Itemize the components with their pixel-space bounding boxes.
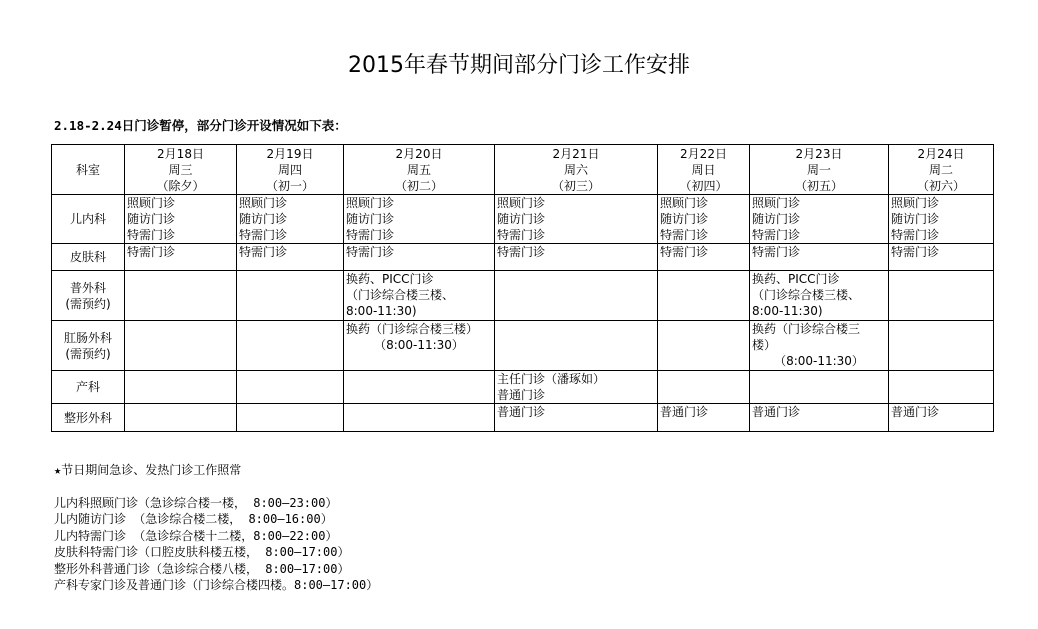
schedule-cell: 特需门诊 bbox=[889, 244, 994, 271]
schedule-cell: 普通门诊 bbox=[889, 404, 994, 432]
notes-section bbox=[54, 462, 378, 594]
day-weekday: 周一 bbox=[806, 162, 831, 177]
dept-name: 肛肠外科 bbox=[63, 330, 112, 345]
schedule-subtitle: 2.18-2.24日门诊暂停，部分门诊开设情况如下表： bbox=[54, 118, 347, 133]
schedule-cell: 特需门诊 bbox=[658, 244, 750, 271]
clinic-hours: （8:00-11:30） bbox=[374, 338, 464, 352]
clinic-entry: 随访门诊 bbox=[660, 212, 709, 226]
row-general-surgery bbox=[52, 271, 994, 321]
day-header bbox=[889, 145, 994, 195]
schedule-cell bbox=[889, 321, 994, 371]
schedule-cell bbox=[750, 321, 889, 371]
clinic-entry: 特需门诊 bbox=[891, 228, 940, 242]
schedule-cell bbox=[889, 195, 994, 244]
schedule-cell bbox=[658, 195, 750, 244]
clinic-entry: 主任门诊（潘琢如） bbox=[497, 372, 606, 386]
clinic-entry: 特需门诊 bbox=[239, 228, 288, 242]
clinic-hours: 8:00-11:30) bbox=[752, 304, 823, 318]
schedule-cell: 特需门诊 bbox=[750, 244, 889, 271]
clinic-entry: 换药（门诊综合楼三楼） bbox=[346, 322, 479, 336]
clinic-entry: 照顾门诊 bbox=[660, 196, 709, 210]
schedule-cell bbox=[658, 321, 750, 371]
day-date: 2月23日 bbox=[795, 146, 843, 161]
day-date: 2月20日 bbox=[395, 146, 443, 161]
schedule-cell: 普通门诊 bbox=[658, 404, 750, 432]
schedule-cell bbox=[237, 271, 344, 321]
schedule-table bbox=[51, 144, 994, 432]
day-header bbox=[125, 145, 237, 195]
clinic-entry: 换药、PICC门诊 bbox=[346, 272, 434, 286]
dept-note: (需预约) bbox=[65, 296, 111, 311]
note-line: 儿内科照顾门诊（急诊综合楼一楼， 8:00—23:00） bbox=[54, 495, 338, 510]
day-header bbox=[237, 145, 344, 195]
schedule-cell: 普通门诊 bbox=[750, 404, 889, 432]
note-line: 儿内随访门诊 （急诊综合楼二楼， 8:00—16:00） bbox=[54, 512, 333, 526]
schedule-cell bbox=[889, 371, 994, 404]
schedule-cell bbox=[237, 195, 344, 244]
note-line: 皮肤科特需门诊（口腔皮肤科楼五楼， 8:00—17:00） bbox=[54, 545, 350, 559]
schedule-cell bbox=[344, 195, 495, 244]
schedule-cell bbox=[125, 195, 237, 244]
day-weekday: 周六 bbox=[563, 162, 588, 177]
dept-label bbox=[52, 271, 125, 321]
day-note: （初四） bbox=[679, 178, 728, 193]
schedule-cell bbox=[344, 371, 495, 404]
day-date: 2月24日 bbox=[917, 146, 965, 161]
schedule-cell bbox=[658, 271, 750, 321]
clinic-entry: 特需门诊 bbox=[127, 228, 176, 242]
schedule-cell bbox=[750, 371, 889, 404]
clinic-entry: 特需门诊 bbox=[660, 228, 709, 242]
day-weekday: 周五 bbox=[406, 162, 431, 177]
day-header bbox=[750, 145, 889, 195]
day-header bbox=[344, 145, 495, 195]
clinic-entry: 随访门诊 bbox=[346, 212, 395, 226]
day-header bbox=[658, 145, 750, 195]
schedule-cell bbox=[237, 404, 344, 432]
day-date: 2月22日 bbox=[680, 146, 727, 161]
schedule-cell bbox=[658, 371, 750, 404]
schedule-cell: 普通门诊 bbox=[495, 404, 658, 432]
page-title: 2015年春节期间部分门诊工作安排 bbox=[348, 53, 690, 78]
clinic-entry: 照顾门诊 bbox=[127, 196, 176, 210]
schedule-cell bbox=[125, 404, 237, 432]
schedule-cell bbox=[125, 321, 237, 371]
schedule-cell bbox=[495, 321, 658, 371]
clinic-entry: 照顾门诊 bbox=[239, 196, 288, 210]
dept-label: 产科 bbox=[52, 371, 125, 404]
schedule-cell bbox=[750, 271, 889, 321]
schedule-cell: 特需门诊 bbox=[344, 244, 495, 271]
schedule-cell bbox=[344, 404, 495, 432]
row-dermatology bbox=[52, 244, 994, 271]
dept-label: 整形外科 bbox=[52, 404, 125, 432]
day-note: （初五） bbox=[794, 178, 843, 193]
schedule-cell bbox=[125, 371, 237, 404]
note-line: 儿内特需门诊 （急诊综合楼十二楼，8:00—22:00） bbox=[54, 528, 338, 543]
day-note: （初二） bbox=[394, 178, 443, 193]
header-row bbox=[52, 145, 994, 195]
schedule-cell bbox=[750, 195, 889, 244]
clinic-entry: 随访门诊 bbox=[127, 212, 176, 226]
day-note: （初六） bbox=[916, 178, 965, 193]
schedule-cell: 特需门诊 bbox=[125, 244, 237, 271]
note-line: 产科专家门诊及普通门诊（门诊综合楼四楼。8:00—17:00） bbox=[54, 578, 379, 592]
clinic-entry: 随访门诊 bbox=[239, 212, 288, 226]
day-weekday: 周日 bbox=[691, 162, 716, 177]
day-note: （初一） bbox=[265, 178, 314, 193]
dept-label bbox=[52, 321, 125, 371]
schedule-cell bbox=[344, 271, 495, 321]
clinic-entry: 特需门诊 bbox=[497, 228, 546, 242]
day-date: 2月19日 bbox=[266, 146, 314, 161]
schedule-cell bbox=[125, 271, 237, 321]
clinic-entry: 换药（门诊综合楼三 bbox=[752, 322, 861, 336]
clinic-location: （门诊综合楼三楼、 bbox=[346, 288, 455, 302]
clinic-entry: 换药、PICC门诊 bbox=[752, 272, 840, 286]
dept-label: 儿内科 bbox=[52, 195, 125, 244]
day-weekday: 周四 bbox=[277, 162, 302, 177]
day-date: 2月18日 bbox=[157, 146, 204, 161]
clinic-hours: （8:00-11:30） bbox=[774, 354, 864, 368]
day-date: 2月21日 bbox=[552, 146, 600, 161]
schedule-cell: 特需门诊 bbox=[237, 244, 344, 271]
clinic-entry: 普通门诊 bbox=[497, 388, 546, 402]
schedule-cell bbox=[495, 271, 658, 321]
clinic-entry: 特需门诊 bbox=[346, 228, 395, 242]
day-note: （除夕） bbox=[156, 178, 205, 193]
corner-header: 科室 bbox=[52, 145, 125, 195]
schedule-cell: 特需门诊 bbox=[495, 244, 658, 271]
dept-label: 皮肤科 bbox=[52, 244, 125, 271]
day-weekday: 周二 bbox=[928, 162, 953, 177]
day-note: （初三） bbox=[551, 178, 600, 193]
schedule-cell bbox=[237, 371, 344, 404]
clinic-entry-cont: 楼） bbox=[752, 338, 777, 352]
clinic-entry: 照顾门诊 bbox=[891, 196, 940, 210]
clinic-entry: 照顾门诊 bbox=[752, 196, 801, 210]
schedule-cell bbox=[237, 321, 344, 371]
schedule-cell bbox=[495, 195, 658, 244]
day-weekday: 周三 bbox=[168, 162, 193, 177]
row-plastic bbox=[52, 404, 994, 432]
emergency-note: ★节日期间急诊、发热门诊工作照常 bbox=[54, 463, 242, 477]
schedule-cell bbox=[889, 271, 994, 321]
clinic-entry: 特需门诊 bbox=[752, 228, 801, 242]
note-line: 整形外科普通门诊（急诊综合楼八楼， 8:00—17:00） bbox=[54, 561, 350, 576]
clinic-entry: 随访门诊 bbox=[497, 212, 546, 226]
clinic-entry: 照顾门诊 bbox=[346, 196, 395, 210]
row-pediatrics bbox=[52, 195, 994, 244]
clinic-entry: 随访门诊 bbox=[752, 212, 801, 226]
clinic-entry: 随访门诊 bbox=[891, 212, 940, 226]
dept-note: (需预约) bbox=[65, 346, 111, 361]
schedule-cell bbox=[495, 371, 658, 404]
clinic-location: （门诊综合楼三楼、 bbox=[752, 288, 861, 302]
day-header bbox=[495, 145, 658, 195]
clinic-hours: 8:00-11:30) bbox=[346, 304, 417, 318]
clinic-entry: 照顾门诊 bbox=[497, 196, 546, 210]
row-obstetrics bbox=[52, 371, 994, 404]
row-anorectal bbox=[52, 321, 994, 371]
dept-name: 普外科 bbox=[69, 280, 106, 295]
schedule-cell bbox=[344, 321, 495, 371]
